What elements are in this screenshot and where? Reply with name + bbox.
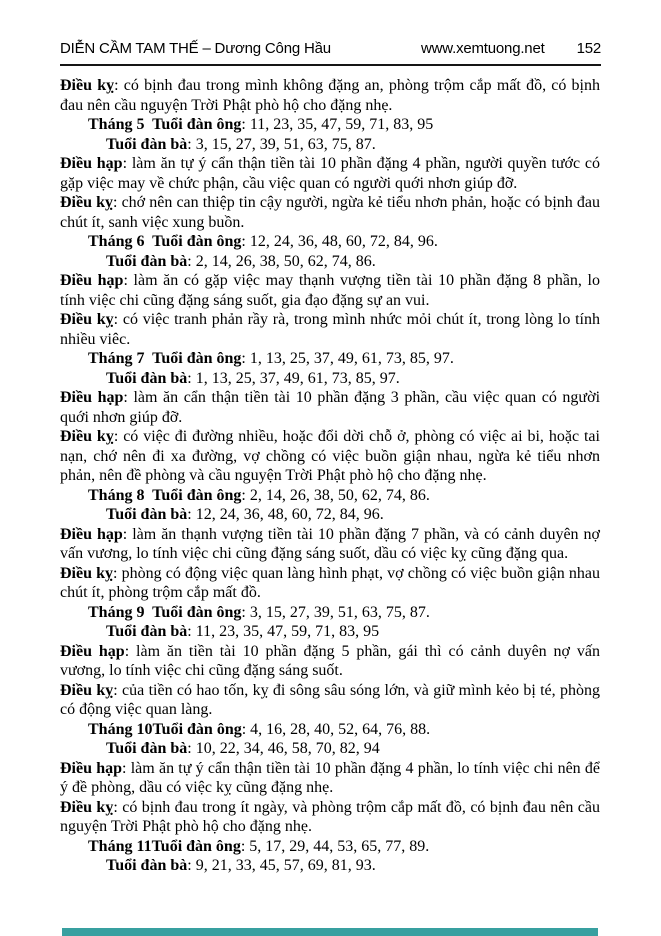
month-values: 11, 23, 35, 47, 59, 71, 83, 95 bbox=[249, 116, 434, 133]
entry-label: Điều hạp bbox=[60, 155, 123, 172]
women-line bbox=[60, 135, 600, 155]
women-line bbox=[60, 505, 600, 525]
month-values: 1, 13, 25, 37, 49, 61, 73, 85, 97. bbox=[249, 350, 454, 367]
colon-separator: : bbox=[113, 311, 123, 328]
entry-paragraph bbox=[60, 310, 600, 349]
entry-text: làm ăn tự ý cẩn thận tiền tài 10 phần đặng 4 phần, người quyền tước có gặp việc may về chức phận, cầu việc quan có người quới nhơn giúp đỡ. bbox=[60, 155, 600, 192]
colon-separator: : bbox=[241, 603, 250, 621]
entry-text: có việc đi đường nhiều, hoặc đổi dời chỗ ở, phòng có việc ai bi, hoặc tai nạn, chớ nên đi xa đường, vợ chồng có việc buồn giận nhau, ngừa kẻ tiểu nhơn phản, nên đề phòng và cầu nguyện Trời Phật phò hộ cho đặng nhẹ. bbox=[60, 428, 600, 484]
month-line bbox=[60, 349, 600, 369]
header-divider bbox=[60, 64, 601, 66]
entry-paragraph bbox=[60, 564, 600, 603]
women-values: 9, 21, 33, 45, 57, 69, 81, 93. bbox=[195, 857, 376, 874]
month-values: 3, 15, 27, 39, 51, 63, 75, 87. bbox=[249, 603, 430, 621]
colon-separator: : bbox=[241, 720, 251, 738]
colon-separator: : bbox=[122, 759, 131, 777]
page-body bbox=[60, 76, 600, 876]
women-values: 12, 24, 36, 48, 60, 72, 84, 96. bbox=[195, 506, 384, 523]
entry-text: làm ăn có gặp việc may thạnh vượng tiền tài 10 phần đặng 8 phần, lo tính việc chi cũng đặng sáng suốt, gia đạo đặng sự an vui. bbox=[60, 272, 601, 309]
month-line bbox=[60, 486, 600, 506]
entry-text: của tiền có hao tốn, kỵ đi sông sâu sóng lớn, và giữ mình kẻo bị té, phòng có động việc quan làng. bbox=[60, 681, 601, 718]
colon-separator: : bbox=[241, 350, 250, 367]
colon-separator: : bbox=[113, 681, 123, 699]
month-heading: Tháng 7 Tuổi đàn ông bbox=[88, 350, 242, 367]
women-label: Tuổi đàn bà bbox=[106, 135, 188, 153]
entry-paragraph bbox=[60, 681, 600, 720]
colon-separator: : bbox=[241, 486, 250, 504]
entry-paragraph bbox=[60, 76, 600, 115]
women-label: Tuổi đàn bà bbox=[106, 623, 188, 640]
month-line bbox=[60, 720, 600, 740]
colon-separator: : bbox=[123, 389, 134, 406]
entry-label: Điều kỵ bbox=[60, 428, 114, 445]
month-heading: Tháng 9 Tuổi đàn ông bbox=[88, 603, 242, 621]
women-label: Tuổi đàn bà bbox=[106, 252, 188, 270]
colon-separator: : bbox=[114, 77, 124, 94]
women-values: 3, 15, 27, 39, 51, 63, 75, 87. bbox=[195, 135, 376, 153]
colon-separator: : bbox=[113, 194, 122, 211]
entry-paragraph bbox=[60, 271, 600, 310]
month-heading: Tháng 6 Tuổi đàn ông bbox=[88, 233, 242, 250]
entry-paragraph bbox=[60, 642, 600, 681]
women-line bbox=[60, 622, 600, 642]
entry-label: Điều kỵ bbox=[60, 564, 114, 582]
colon-separator: : bbox=[187, 252, 196, 270]
colon-separator: : bbox=[113, 564, 122, 582]
women-label: Tuổi đàn bà bbox=[106, 506, 188, 523]
page-number: 152 bbox=[576, 40, 601, 57]
month-values: 2, 14, 26, 38, 50, 62, 74, 86. bbox=[249, 486, 430, 504]
month-line bbox=[60, 115, 600, 135]
entry-text: làm ăn tự ý cẩn thận tiền tài 10 phần đặng 4 phần, lo tính việc chi nên để ý đề phòng, dầu có việc kỵ cũng đặng nhẹ. bbox=[60, 759, 601, 796]
entry-label: Điều kỵ bbox=[60, 194, 114, 211]
month-heading: Tháng 8 Tuổi đàn ông bbox=[88, 486, 242, 504]
colon-separator: : bbox=[124, 642, 137, 660]
entry-text: có bịnh đau trong ít ngày, và phòng trộm cắp mất đồ, có bịnh đau nên cầu nguyện Trời Phật phò hộ cho đặng nhẹ. bbox=[60, 798, 601, 835]
colon-separator: : bbox=[122, 155, 132, 172]
entry-text: làm ăn tiền tài 10 phần đặng 5 phần, gái thì có cảnh duyên nợ vấn vương, lo tính việc chi cũng đặng sáng suốt. bbox=[60, 642, 600, 679]
colon-separator: : bbox=[187, 369, 196, 387]
entry-text: có bịnh đau trong mình không đặng an, phòng trộm cắp mất đồ, có bịnh đau nên cầu nguyện Trời Phật phò hộ cho đặng nhẹ. bbox=[60, 77, 601, 114]
colon-separator: : bbox=[187, 857, 196, 874]
entry-label: Điều hạp bbox=[60, 759, 123, 777]
month-values: 12, 24, 36, 48, 60, 72, 84, 96. bbox=[249, 233, 438, 250]
entry-label: Điều hạp bbox=[60, 272, 124, 289]
month-heading: Tháng 10Tuổi đàn ông bbox=[88, 720, 242, 738]
entry-paragraph bbox=[60, 525, 600, 564]
colon-separator: : bbox=[122, 525, 133, 543]
entry-text: chớ nên can thiệp tin cậy người, ngừa kẻ tiểu nhơn phản, hoặc có bịnh đau chút ít, sanh việc xung buồn. bbox=[60, 194, 601, 231]
women-values: 11, 23, 35, 47, 59, 71, 83, 95 bbox=[195, 623, 380, 640]
entry-text: có việc tranh phản rầy rà, trong mình nhức mỏi chút ít, trong lòng lo tính nhiều viêc. bbox=[60, 311, 601, 348]
entry-paragraph bbox=[60, 427, 600, 486]
entry-paragraph bbox=[60, 759, 600, 798]
month-values: 5, 17, 29, 44, 53, 65, 77, 89. bbox=[249, 837, 430, 855]
colon-separator: : bbox=[241, 116, 250, 133]
women-label: Tuổi đàn bà bbox=[106, 369, 188, 387]
entry-text: làm ăn cẩn thận tiền tài 10 phần đặng 3 phần, cầu việc quan có người quới nhơn giúp đỡ. bbox=[60, 389, 601, 426]
colon-separator: : bbox=[113, 428, 124, 445]
women-line bbox=[60, 369, 600, 389]
entry-label: Điều hạp bbox=[60, 525, 123, 543]
women-label: Tuổi đàn bà bbox=[106, 857, 188, 874]
colon-separator: : bbox=[113, 798, 123, 816]
month-line bbox=[60, 232, 600, 252]
colon-separator: : bbox=[187, 740, 196, 757]
footer-bar bbox=[62, 928, 598, 936]
website-url: www.xemtuong.net bbox=[421, 40, 545, 57]
entry-text: làm ăn thạnh vượng tiền tài 10 phần đặng 7 phần, và có cảnh duyên nợ vấn vương, lo tính việc chi cũng đặng sáng suốt, dầu có việc kỵ cũng đặng qua. bbox=[60, 525, 601, 562]
women-line bbox=[60, 739, 600, 759]
entry-label: Điều kỵ bbox=[60, 311, 114, 328]
women-values: 10, 22, 34, 46, 58, 70, 82, 94 bbox=[195, 740, 380, 757]
colon-separator: : bbox=[187, 135, 196, 153]
women-label: Tuổi đàn bà bbox=[106, 740, 188, 757]
month-heading: Tháng 11Tuổi đàn ông bbox=[88, 837, 241, 855]
entry-label: Điều kỵ bbox=[60, 798, 114, 816]
colon-separator: : bbox=[187, 623, 196, 640]
month-heading: Tháng 5 Tuổi đàn ông bbox=[88, 116, 242, 133]
entry-text: phòng có động việc quan làng hình phạt, vợ chồng có việc buồn giận nhau chút ít, phòng trộm cắp mất đồ. bbox=[60, 564, 600, 601]
women-line bbox=[60, 856, 600, 876]
entry-paragraph bbox=[60, 798, 600, 837]
women-values: 2, 14, 26, 38, 50, 62, 74, 86. bbox=[195, 252, 376, 270]
women-line bbox=[60, 252, 600, 272]
entry-paragraph bbox=[60, 193, 600, 232]
entry-label: Điều hạp bbox=[60, 642, 125, 660]
page-header bbox=[60, 40, 601, 57]
header-right bbox=[421, 40, 601, 57]
colon-separator: : bbox=[240, 837, 250, 855]
entry-label: Điều kỵ bbox=[60, 681, 114, 699]
month-line bbox=[60, 603, 600, 623]
entry-label: Điều hạp bbox=[60, 389, 124, 406]
women-values: 1, 13, 25, 37, 49, 61, 73, 85, 97. bbox=[195, 369, 400, 387]
colon-separator: : bbox=[187, 506, 196, 523]
entry-label: Điều kỵ bbox=[60, 77, 115, 94]
colon-separator: : bbox=[241, 233, 250, 250]
month-values: 4, 16, 28, 40, 52, 64, 76, 88. bbox=[250, 720, 431, 738]
entry-paragraph bbox=[60, 154, 600, 193]
entry-paragraph bbox=[60, 388, 600, 427]
month-line bbox=[60, 837, 600, 857]
book-title: DIỄN CẦM TAM THẾ – Dương Công Hầu bbox=[60, 40, 331, 57]
colon-separator: : bbox=[123, 272, 134, 289]
